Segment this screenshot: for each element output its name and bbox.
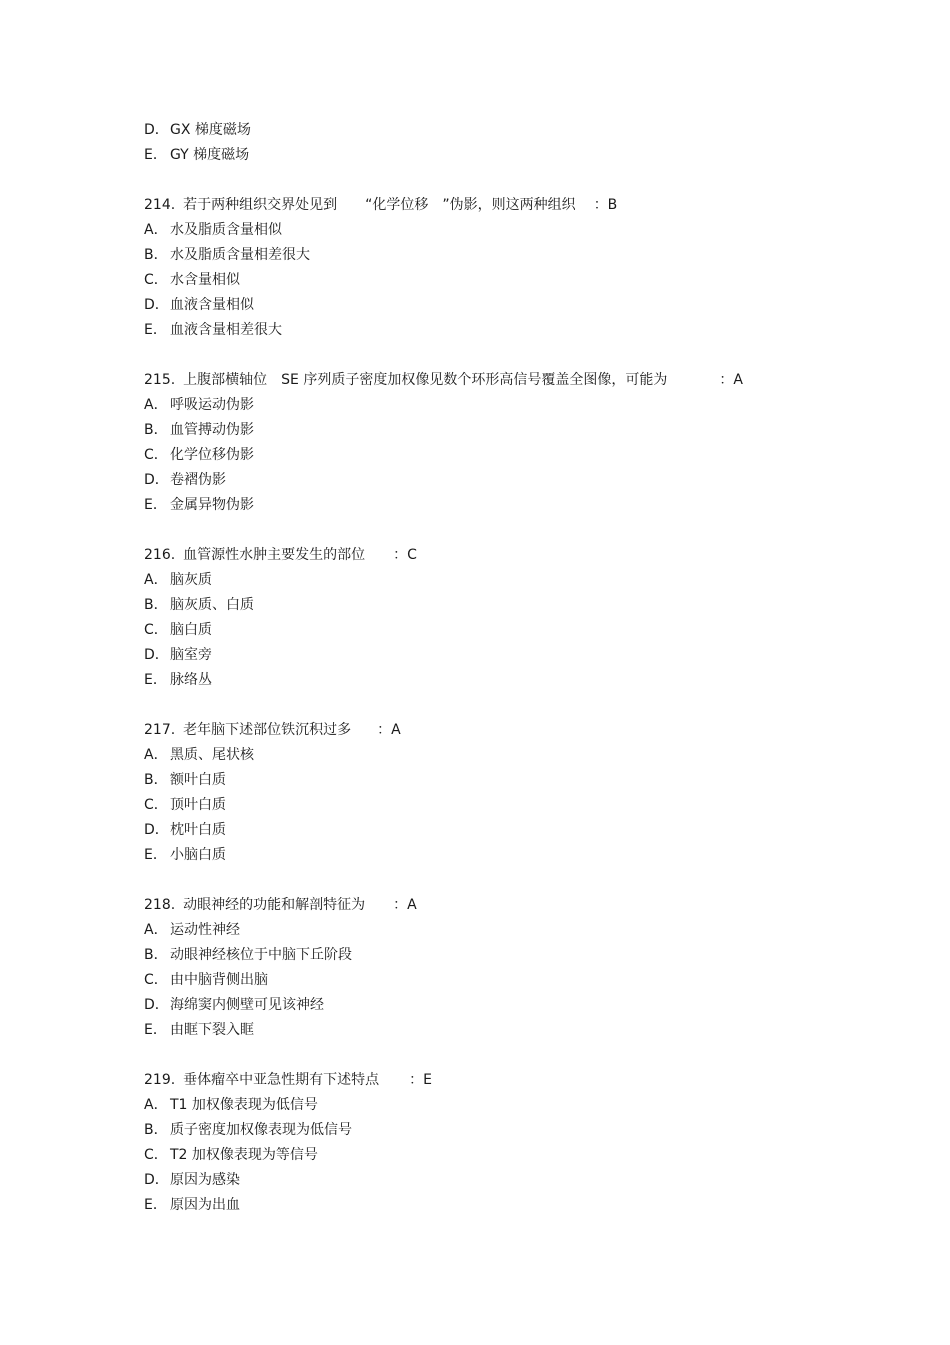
question-spacer [144,868,864,893]
option-line [144,468,864,493]
option-line [144,1118,864,1143]
option-letter: D． [144,472,169,488]
option-text: 脑灰质、白质 [170,597,254,613]
option-text: 额叶白质 [170,772,226,788]
option-text: 脑灰质 [170,572,212,588]
option-text: 血液含量相似 [170,297,254,313]
option-letter: A． [144,222,168,238]
option-text: T1 加权像表现为低信号 [170,1097,318,1113]
question-block [144,893,864,1043]
question-block [144,368,864,518]
option-text: 水含量相似 [170,272,240,288]
option-text: 小脑白质 [170,847,226,863]
option-text: 呼吸运动伪影 [170,397,254,413]
option-letter: C． [144,447,168,463]
option-letter: B． [144,1122,168,1138]
option-line [144,1093,864,1118]
question-text: 垂体瘤卒中亚急性期有下述特点 [183,1072,380,1088]
option-letter: C． [144,797,168,813]
option-letter: A． [144,747,168,763]
option-line [144,1168,864,1193]
question-answer: ：A [719,372,743,388]
option-letter: C． [144,1147,168,1163]
option-text: 卷褶伪影 [170,472,226,488]
question-spacer [144,693,864,718]
question-block [144,193,864,343]
question-spacer [144,168,864,193]
question-number: 218. [144,897,176,913]
option-line [144,918,864,943]
question-text: 血管源性水肿主要发生的部位 [183,547,366,563]
option-line [144,993,864,1018]
option-line [144,643,864,668]
option-text: 动眼神经核位于中脑下丘阶段 [170,947,352,963]
question-answer: ：C [393,547,417,563]
option-letter: D． [144,1172,169,1188]
question-stem [144,718,864,743]
option-text: 由眶下裂入眶 [170,1022,254,1038]
option-line [144,793,864,818]
option-line [144,768,864,793]
question-number: 215. [144,372,176,388]
option-text: 质子密度加权像表现为低信号 [170,1122,352,1138]
question-answer: ：A [393,897,417,913]
option-line [144,943,864,968]
option-letter: D． [144,647,169,663]
option-text: 脉络丛 [170,672,212,688]
option-line [144,568,864,593]
option-letter: A． [144,1097,168,1113]
option-text: GX 梯度磁场 [170,122,251,138]
question-text: 若于两种组织交界处见到 “化学位移 ”伪影，则这两种组织 [183,197,576,213]
option-text: 枕叶白质 [170,822,226,838]
option-line [144,618,864,643]
option-letter: B． [144,947,168,963]
option-line [144,218,864,243]
option-text: 原因为感染 [170,1172,240,1188]
question-block [144,1068,864,1218]
option-text: 血管搏动伪影 [170,422,254,438]
question-stem [144,893,864,918]
option-text: 原因为出血 [170,1197,240,1213]
option-letter: C． [144,622,168,638]
option-line [144,968,864,993]
question-answer: ：E [409,1072,433,1088]
option-text: 金属异物伪影 [170,497,254,513]
question-text: 动眼神经的功能和解剖特征为 [183,897,366,913]
option-text: 化学位移伪影 [170,447,254,463]
option-line [144,1018,864,1043]
option-letter: B． [144,247,168,263]
option-letter: B． [144,772,168,788]
option-line [144,268,864,293]
option-text: GY 梯度磁场 [170,147,250,163]
question-spacer [144,518,864,543]
question-list [144,168,864,1218]
option-text: 脑白质 [170,622,212,638]
question-stem [144,1068,864,1093]
question-number: 216. [144,547,176,563]
option-line [144,118,864,143]
option-text: 血液含量相差很大 [170,322,282,338]
question-number: 214. [144,197,176,213]
document-page [144,118,864,1218]
option-letter: E． [144,147,167,163]
option-letter: D． [144,297,169,313]
option-letter: E． [144,497,167,513]
option-line [144,443,864,468]
option-line [144,1143,864,1168]
question-stem [144,193,864,218]
question-block [144,718,864,868]
option-text: 水及脂质含量相似 [170,222,282,238]
leading-options [144,118,864,168]
option-letter: D． [144,997,169,1013]
question-answer: ：A [377,722,401,738]
option-letter: D． [144,122,169,138]
option-line [144,393,864,418]
option-letter: E． [144,1197,167,1213]
option-letter: B． [144,422,168,438]
option-text: 水及脂质含量相差很大 [170,247,310,263]
option-letter: A． [144,397,168,413]
option-letter: A． [144,572,168,588]
option-line [144,293,864,318]
option-text: 黑质、尾状核 [170,747,254,763]
option-line [144,843,864,868]
option-letter: E． [144,322,167,338]
option-letter: B． [144,597,168,613]
option-line [144,743,864,768]
option-text: 脑室旁 [170,647,212,663]
option-line [144,418,864,443]
option-line [144,493,864,518]
option-letter: A． [144,922,168,938]
option-line [144,1193,864,1218]
question-text: 上腹部横轴位 SE 序列质子密度加权像见数个环形高信号覆盖全图像，可能为 [183,372,668,388]
option-letter: D． [144,822,169,838]
option-line [144,318,864,343]
option-text: 顶叶白质 [170,797,226,813]
option-line [144,668,864,693]
question-text: 老年脑下述部位铁沉积过多 [183,722,352,738]
question-stem [144,543,864,568]
question-stem [144,368,864,393]
option-text: 由中脑背侧出脑 [170,972,268,988]
option-line [144,818,864,843]
option-line [144,143,864,168]
option-letter: E． [144,1022,167,1038]
option-text: T2 加权像表现为等信号 [170,1147,318,1163]
option-line [144,243,864,268]
option-letter: C． [144,972,168,988]
question-spacer [144,343,864,368]
question-number: 217. [144,722,176,738]
option-letter: E． [144,672,167,688]
question-spacer [144,1043,864,1068]
question-number: 219. [144,1072,176,1088]
question-answer: ：B [593,197,618,213]
question-block [144,543,864,693]
option-line [144,593,864,618]
option-text: 运动性神经 [170,922,240,938]
option-text: 海绵窦内侧壁可见该神经 [170,997,324,1013]
option-letter: C． [144,272,168,288]
option-letter: E． [144,847,167,863]
